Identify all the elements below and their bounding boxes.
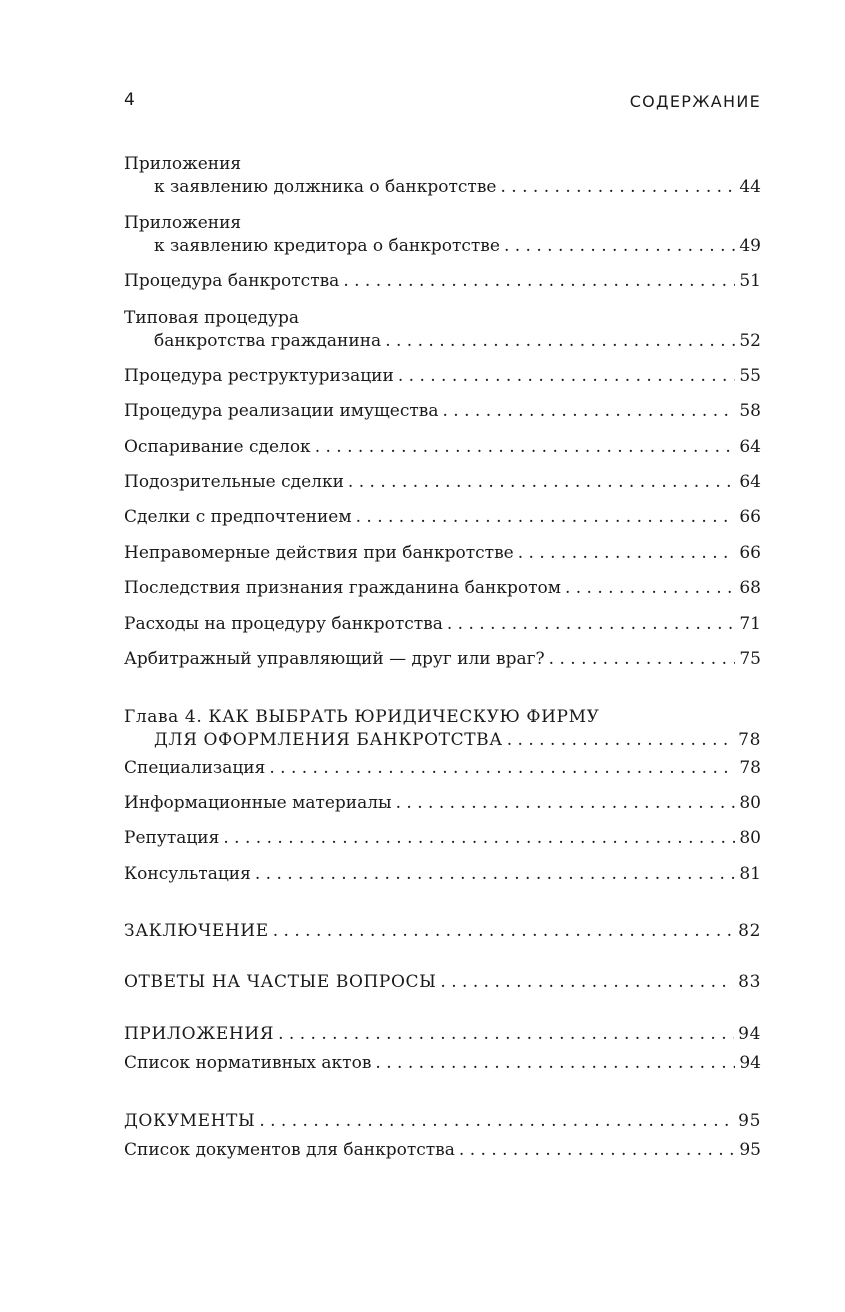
toc-entry-title: Консультация (124, 864, 251, 884)
toc-entry-contesting-deals[interactable] (124, 436, 761, 459)
toc-entry-title: Последствия признания гражданина банкротом (124, 578, 561, 598)
toc-entry-page: 58 (739, 401, 761, 421)
toc-entry-line (124, 365, 761, 388)
toc-entry-title: Специализация (124, 758, 266, 778)
dot-leader (273, 920, 734, 943)
toc-entry-info-materials[interactable] (124, 792, 761, 815)
toc-entry-title-cont: к заявлению кредитора о банкротстве (154, 236, 500, 256)
toc-entry-page: 80 (739, 828, 761, 848)
dot-leader (507, 729, 734, 752)
toc-entry-page: 44 (739, 177, 761, 197)
dot-leader (356, 506, 736, 529)
toc-entry-title: ЗАКЛЮЧЕНИЕ (124, 921, 269, 941)
toc-entry-consultation[interactable] (124, 863, 761, 886)
dot-leader (278, 1023, 734, 1046)
toc-entry-conclusion[interactable] (124, 920, 761, 943)
dot-leader (398, 365, 736, 388)
toc-entry-page: 68 (739, 578, 761, 598)
toc-entry-page: 66 (739, 543, 761, 563)
toc-entry-line (124, 757, 761, 780)
dot-leader (443, 400, 736, 423)
toc-entry-specialization[interactable] (124, 757, 761, 780)
toc-entry-page: 82 (738, 921, 761, 941)
toc-entry-title: ОТВЕТЫ НА ЧАСТЫЕ ВОПРОСЫ (124, 972, 437, 992)
toc-entry-title: Процедура реструктуризации (124, 366, 394, 386)
toc-entry-appendices[interactable] (124, 1023, 761, 1046)
toc-entry-title: Приложения (124, 154, 242, 174)
toc-entry-consequences[interactable] (124, 577, 761, 600)
toc-entry-title: Список документов для банкротства (124, 1140, 455, 1160)
toc-entry-line (124, 1139, 761, 1162)
dot-leader (255, 863, 736, 886)
toc-entry-line (124, 212, 761, 235)
dot-leader (385, 330, 735, 353)
dot-leader (459, 1139, 735, 1162)
toc-entry-title: ДОКУМЕНТЫ (124, 1111, 256, 1131)
toc-entry-line (124, 920, 761, 943)
toc-entry-title: Информационные материалы (124, 793, 392, 813)
toc-entry-line (124, 706, 761, 729)
page-number: 4 (124, 90, 135, 110)
toc-entry-preference-deals[interactable] (124, 506, 761, 529)
toc-entry-title: Арбитражный управляющий — друг или враг? (124, 649, 545, 669)
toc-entry-page: 52 (739, 331, 761, 351)
toc-entry-creditor-appendices[interactable] (124, 212, 761, 258)
toc-entry-expenses[interactable] (124, 613, 761, 636)
toc-entry-title: Процедура банкротства (124, 271, 340, 291)
toc-entry-line (124, 330, 761, 353)
dot-leader (500, 176, 735, 199)
dot-leader (223, 827, 735, 850)
toc-entry-unlawful-actions[interactable] (124, 542, 761, 565)
toc-entry-arbitration-manager[interactable] (124, 648, 761, 671)
toc-entry-page: 95 (739, 1140, 761, 1160)
toc-entry-line (124, 1023, 761, 1046)
toc-entry-title: Процедура реализации имущества (124, 401, 439, 421)
toc-entry-line (124, 1052, 761, 1075)
toc-entry-documents[interactable] (124, 1110, 761, 1133)
toc-entry-line (124, 270, 761, 293)
toc-entry-page: 64 (739, 472, 761, 492)
toc-entry-title: Подозрительные сделки (124, 472, 344, 492)
dot-leader (504, 235, 735, 258)
toc-entry-title-cont: ДЛЯ ОФОРМЛЕНИЯ БАНКРОТСТВА (154, 730, 503, 750)
toc-entry-line (124, 827, 761, 850)
toc-entry-debtor-appendices[interactable] (124, 153, 761, 199)
toc-entry-title: Приложения (124, 213, 242, 233)
toc-entry-line (124, 307, 761, 330)
toc-entry-line (124, 577, 761, 600)
toc-entry-page: 51 (739, 271, 761, 291)
dot-leader (447, 613, 735, 636)
dot-leader (269, 757, 735, 780)
toc-entry-line (124, 542, 761, 565)
toc-entry-line (124, 506, 761, 529)
dot-leader (549, 648, 736, 671)
toc-entry-title: Расходы на процедуру банкротства (124, 614, 443, 634)
toc-entry-line (124, 436, 761, 459)
toc-entry-page: 94 (738, 1024, 761, 1044)
toc-entry-line (124, 792, 761, 815)
toc-entry-reputation[interactable] (124, 827, 761, 850)
toc-entry-suspicious-deals[interactable] (124, 471, 761, 494)
toc-entry-title: Неправомерные действия при банкротстве (124, 543, 514, 563)
toc-entry-page: 81 (739, 864, 761, 884)
dot-leader (259, 1110, 734, 1133)
toc-entry-page: 78 (738, 730, 761, 750)
toc-entry-page: 80 (739, 793, 761, 813)
toc-entry-line (124, 176, 761, 199)
toc-entry-page: 78 (739, 758, 761, 778)
toc-entry-document-list[interactable] (124, 1139, 761, 1162)
toc-entry-line (124, 613, 761, 636)
toc-entry-page: 95 (738, 1111, 761, 1131)
toc-entry-title: Список нормативных актов (124, 1053, 372, 1073)
toc-entry-line (124, 471, 761, 494)
toc-entry-page: 71 (739, 614, 761, 634)
toc-entry-asset-sale[interactable] (124, 400, 761, 423)
toc-entry-title: Оспаривание сделок (124, 437, 311, 457)
toc-entry-faq[interactable] (124, 971, 761, 994)
toc-entry-line (124, 400, 761, 423)
dot-leader (315, 436, 736, 459)
toc-entry-title-cont: банкротства гражданина (154, 331, 382, 351)
toc-entry-title-cont: к заявлению должника о банкротстве (154, 177, 497, 197)
dot-leader (375, 1052, 735, 1075)
dot-leader (440, 971, 734, 994)
toc-entry-line (124, 153, 761, 176)
dot-leader (565, 577, 735, 600)
toc-entry-title: Глава 4. КАК ВЫБРАТЬ ЮРИДИЧЕСКУЮ ФИРМУ (124, 707, 600, 727)
toc-entry-line (124, 1110, 761, 1133)
toc-entry-line (124, 648, 761, 671)
toc-entry-line (124, 863, 761, 886)
running-head: СОДЕРЖАНИЕ (629, 92, 761, 111)
toc-entry-restructuring[interactable] (124, 365, 761, 388)
toc-entry-title: Типовая процедура (124, 308, 299, 328)
toc-entry-page: 64 (739, 437, 761, 457)
toc-entry-title: ПРИЛОЖЕНИЯ (124, 1024, 275, 1044)
toc-entry-page: 75 (739, 649, 761, 669)
toc-entry-typical-procedure[interactable] (124, 307, 761, 353)
toc-entry-normative-acts[interactable] (124, 1052, 761, 1075)
toc-entry-page: 49 (739, 236, 761, 256)
toc-entry-line (124, 971, 761, 994)
dot-leader (343, 270, 735, 293)
toc-entry-title: Репутация (124, 828, 220, 848)
toc-entry-page: 55 (739, 366, 761, 386)
toc-entry-page: 94 (739, 1053, 761, 1073)
dot-leader (518, 542, 736, 565)
toc-entry-bankruptcy-procedure[interactable] (124, 270, 761, 293)
toc-entry-title: Сделки с предпочтением (124, 507, 352, 527)
dot-leader (348, 471, 735, 494)
toc-entry-line (124, 729, 761, 752)
toc-entry-chapter-4[interactable] (124, 706, 761, 752)
dot-leader (396, 792, 736, 815)
toc-entry-page: 66 (739, 507, 761, 527)
toc-entry-line (124, 235, 761, 258)
toc-entry-page: 83 (738, 972, 761, 992)
